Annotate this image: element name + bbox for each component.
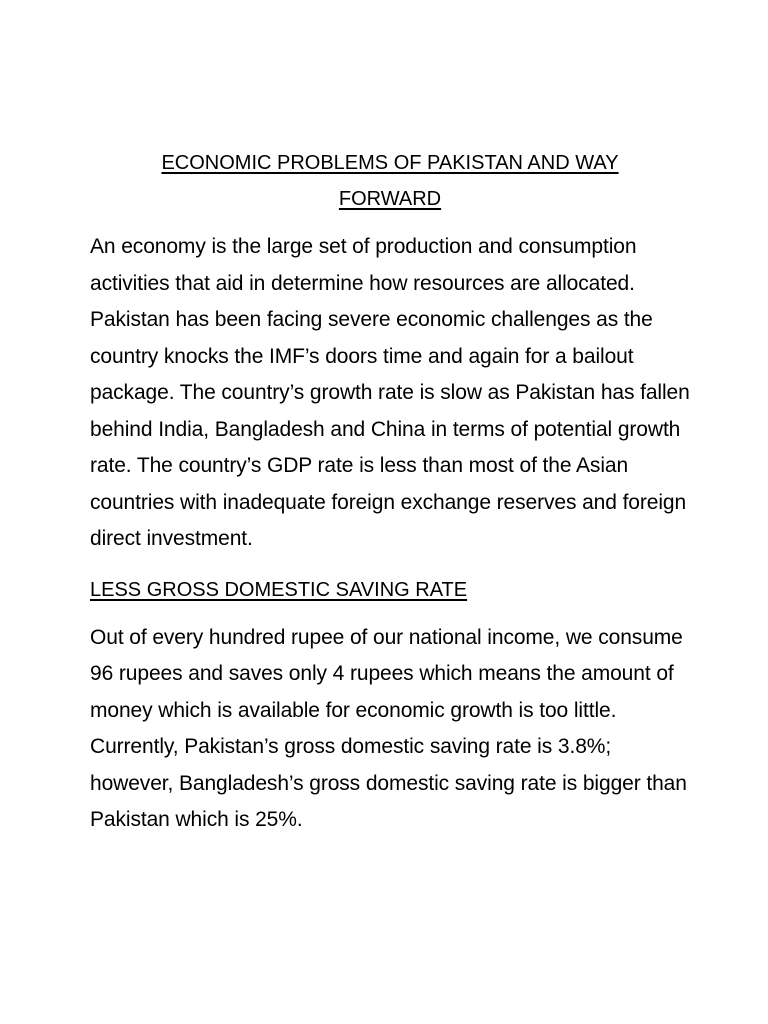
intro-paragraph: An economy is the large set of production and consumption activities that aid in determine how resources are allocated. Pakistan has been facing severe economic challenges as the country knocks the IMF’s doors time and again for a bailout package. The country’s growth rate is slow as Pakistan has fallen behind India, Bangladesh and China in terms of potential growth rate. The country’s GDP rate is less than most of the Asian countries with inadequate foreign exchange reserves and foreign direct investment. xyxy=(90,235,690,550)
section-heading-saving-rate: LESS GROSS DOMESTIC SAVING RATE xyxy=(90,578,468,601)
document-title xyxy=(90,145,690,217)
document-page xyxy=(90,145,690,839)
document-title-line-2: FORWARD xyxy=(338,188,442,210)
section-paragraph-saving-rate: Out of every hundred rupee of our national income, we consume 96 rupees and saves only 4 rupees which means the amount of money which is available for economic growth is too little. Currently, Pakistan’s gross domestic saving rate is 3.8%; however, Bangladesh’s gross domestic saving rate is bigger than Pakistan which is 25%. xyxy=(90,625,687,831)
document-title-line-1: ECONOMIC PROBLEMS OF PAKISTAN AND WAY xyxy=(161,152,619,174)
